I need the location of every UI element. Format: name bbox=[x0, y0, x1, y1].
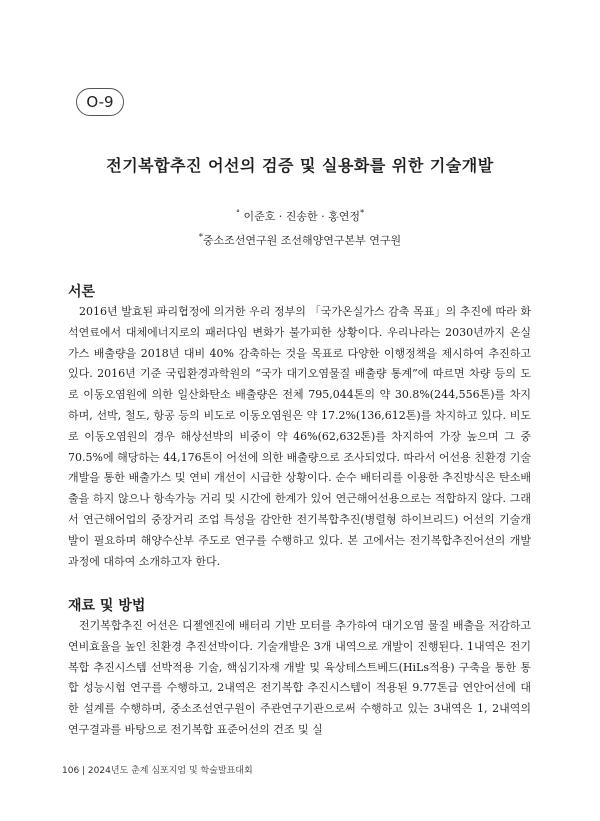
section-heading-introduction: 서론 bbox=[68, 284, 96, 300]
author-names: 이준호 · 진송한 · 홍연정 bbox=[243, 210, 361, 223]
page-footer: 106 | 2024년도 춘계 심포지엄 및 학술발표대회 bbox=[62, 766, 253, 776]
introduction-paragraph: 2016년 발효된 파리협정에 의거한 우리 정부의 「국가온실가스 감축 목표」의 추진에 따라 화석연료에서 대체에너지로의 패러다임 변화가 불가피한 상황이다. 우리나라는 2030년까지 온실가스 배출량을 2018년 대비 40% 감축하는 것을 목표로 다양한 이행정책을 제시하여 추진하고 있다. 2016년 기준 국립환경과학원의 “국가 대기오염물질 배출량 통계”에 따르면 차량 등의 도로 이동오염원에 의한 일산화탄소 배출량은 전체 795,044톤의 약 30.8%(244,556톤)를 차지하며, 선박, 철도, 항공 등의 비도로 이동오염원은 약 17.2%(136,612톤)를 차지하고 있다. 비도로 이동오염원의 경우 해상선박의 비중이 약 46%(62,632톤)를 차지하여 가장 높으며 그 중 70.5%에 해당하는 44,176톤이 어선에 의한 배출량으로 조사되었다. 따라서 어선용 친환경 기술 개발을 통한 배출가스 및 연비 개선이 시급한 상황이다. 순수 배터리를 이용한 추진방식은 탄소배출을 하지 않으나 항속가능 거리 및 시간에 한계가 있어 연근해어선용으로는 적합하지 않다. 그래서 연근해어업의 중장거리 조업 특성을 감안한 전기복합추진(병렬형 하이브리드) 어선의 기술개발이 필요하며 해양수산부 주도로 연구를 수행하고 있다. 본 고에서는 전기복합추진어선의 개발 과정에 대하여 소개하고자 한다. bbox=[68, 305, 531, 568]
session-code-badge bbox=[76, 88, 124, 116]
paper-title: 전기복합추진 어선의 검증 및 실용화를 위한 기술개발 bbox=[106, 156, 494, 175]
methods-paragraph: 전기복합추진 어선은 디젤엔진에 배터리 기반 모터를 추가하여 대기오염 물질 배출을 저감하고 연비효율을 높인 친환경 추진선박이다. 기술개발은 3개 내역으로 개발이 진행된다. 1내역은 전기복합 추진시스템 선박적용 기술, 핵심기자재 개발 및 육상테스트베드(HiLs적용) 구축을 통한 통합 성능시험 연구를 수행하고, 2내역은 전기복합 추진시스템이 적용된 9.77톤급 연안어선에 대한 설계를 수행하며, 중소조선연구원이 주관연구기관으로써 수행하고 있는 3내역은 1, 2내역의 연구결과를 바탕으로 전기복합 표준어선의 건조 및 실 bbox=[68, 619, 531, 736]
affil-mark: * bbox=[198, 232, 203, 242]
author-line bbox=[0, 208, 600, 224]
presenter-mark: ° bbox=[235, 208, 240, 218]
section-heading-methods: 재료 및 방법 bbox=[68, 598, 146, 614]
affiliation-line bbox=[0, 232, 600, 248]
introduction-body bbox=[68, 302, 531, 572]
affiliation: 중소조선연구원 조선해양연구본부 연구원 bbox=[202, 234, 402, 247]
session-code: O-9 bbox=[86, 93, 114, 111]
methods-body bbox=[68, 616, 531, 741]
author-affil-mark: * bbox=[360, 208, 365, 218]
